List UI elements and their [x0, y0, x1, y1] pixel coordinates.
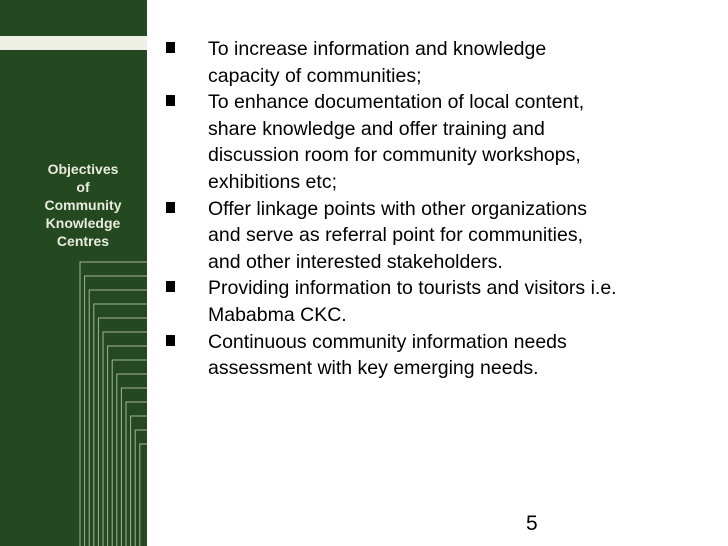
bullet-line: Providing information to tourists and visitors i.e.: [208, 277, 617, 300]
bullet-line: To enhance documentation of local content,: [208, 91, 585, 114]
sidebar-stripe-pattern: [0, 0, 147, 546]
list-item: [158, 275, 724, 328]
bullet-line: share knowledge and offer training and: [208, 117, 545, 140]
list-item: [158, 196, 724, 276]
list-item: [158, 89, 724, 195]
bullet-line: Mababma CKC.: [208, 303, 347, 326]
bullet-line: discussion room for community workshops,: [208, 144, 581, 167]
stripe-line: [131, 416, 147, 546]
stripe-line: [126, 402, 147, 546]
stripe-line: [89, 290, 147, 546]
bullet-line: assessment with key emerging needs.: [208, 357, 539, 380]
bullet-text: [208, 196, 724, 276]
stripe-line: [80, 262, 147, 546]
section-title-line: Knowledge: [45, 215, 121, 231]
square-bullet-icon: [166, 42, 175, 53]
bullet-text: [208, 89, 724, 195]
stripe-line: [121, 388, 147, 546]
bullet-text: [208, 275, 724, 328]
page-number: 5: [526, 512, 538, 535]
stripe-line: [103, 332, 147, 546]
section-title: [28, 160, 138, 250]
square-bullet-icon: [166, 202, 175, 213]
bullet-line: and serve as referral point for communities,: [208, 224, 583, 247]
section-title-line: Community: [44, 197, 122, 213]
bullet-line: capacity of communities;: [208, 64, 422, 87]
list-item: [158, 329, 724, 382]
bullet-line: To increase information and knowledge: [208, 38, 547, 60]
bullet-line: and other interested stakeholders.: [208, 250, 503, 273]
square-bullet-icon: [166, 335, 175, 346]
square-bullet-icon: [166, 281, 175, 292]
bullet-text: [208, 329, 724, 382]
bullet-text: [208, 36, 724, 89]
stripe-line: [135, 430, 147, 546]
stripe-line: [140, 444, 147, 546]
list-item: [158, 36, 724, 89]
bullet-list: [158, 36, 724, 382]
bullet-line: Continuous community information needs: [208, 330, 567, 353]
sidebar-panel: [0, 0, 147, 546]
section-title-line: Objectives: [47, 161, 119, 177]
bullet-line: Offer linkage points with other organizations: [208, 197, 588, 220]
square-bullet-icon: [166, 95, 175, 106]
section-title-line: Centres: [56, 233, 110, 249]
stripe-line: [108, 346, 147, 546]
stripe-line: [94, 304, 147, 546]
bullet-line: exhibitions etc;: [208, 170, 337, 193]
section-title-line: of: [76, 179, 90, 195]
